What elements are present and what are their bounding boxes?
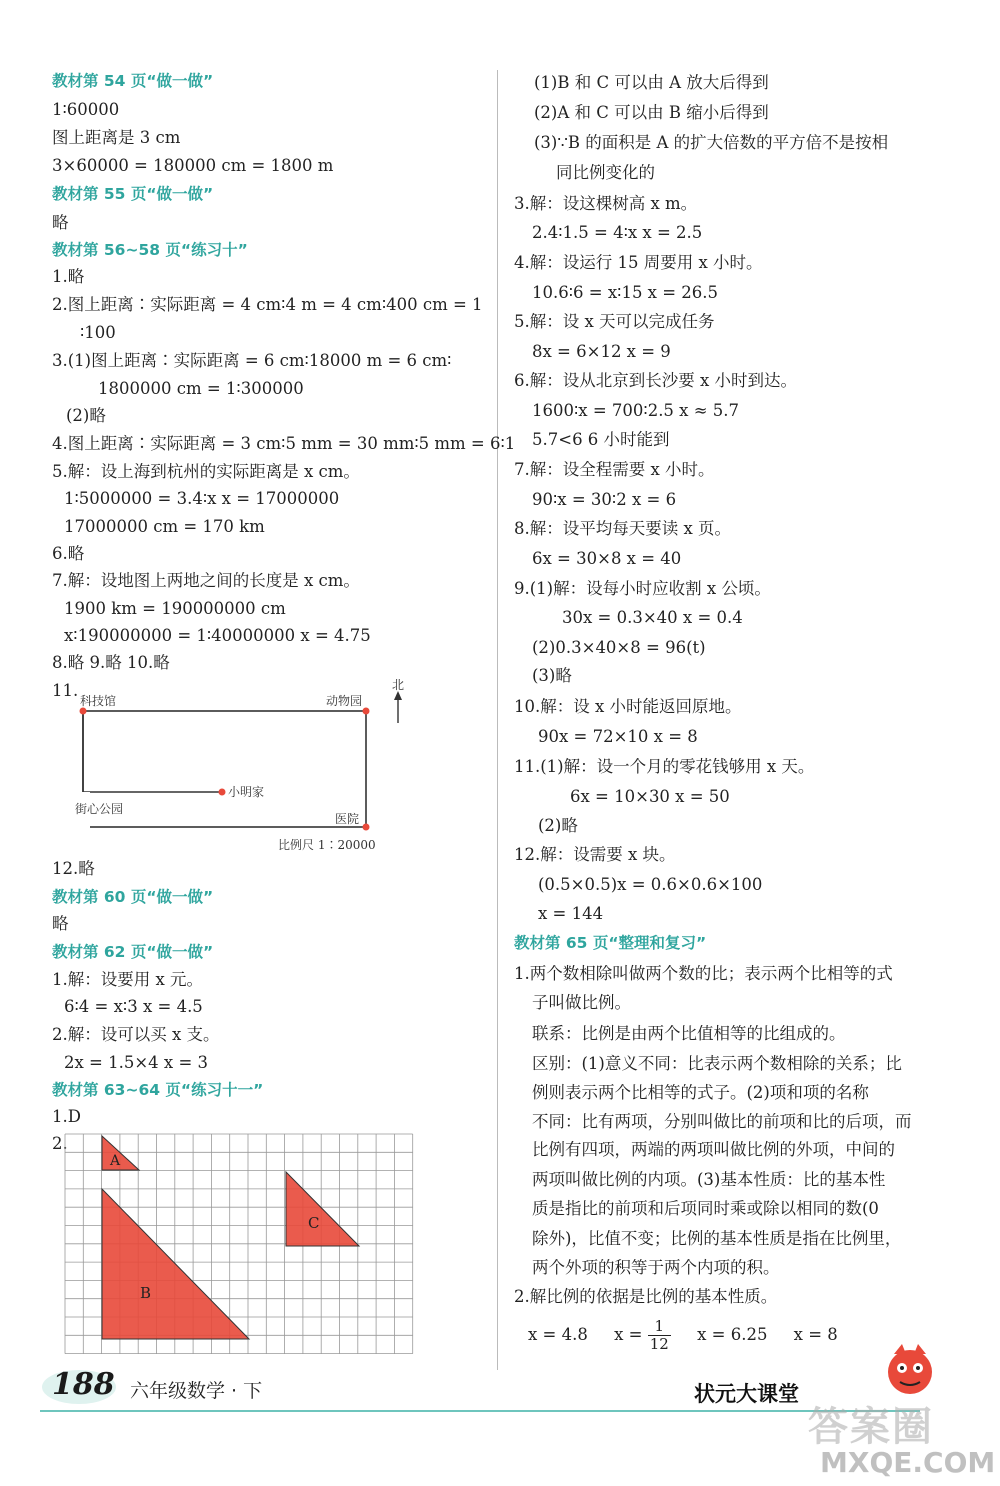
mascot-icon [880, 1340, 940, 1400]
zoo-dot [363, 708, 370, 715]
text-line: 11. [52, 681, 79, 700]
text-line: 3.解：设这棵树高 x m。 [514, 194, 698, 213]
text-line: 2.4∶1.5 = 4∶x x = 2.5 [532, 223, 703, 242]
text-line: 比例有四项，两端的两项叫做比例的外项，中间的 [532, 1140, 895, 1159]
park-label: 街心公园 [75, 802, 124, 816]
section-heading: 教材第 55 页“做一做” [52, 185, 214, 203]
text-line: 1∶5000000 = 3.4∶x x = 17000000 [64, 489, 340, 508]
text-line: 6.略 [52, 544, 85, 563]
scale-label: 比例尺 1∶20000 [278, 838, 376, 852]
zoo-label: 动物园 [326, 694, 363, 708]
fraction-denominator: 12 [649, 1335, 669, 1353]
text-line: 1900 km = 190000000 cm [64, 599, 286, 618]
text-line: (2)A 和 C 可以由 B 缩小后得到 [534, 103, 769, 122]
column-divider [497, 70, 498, 1370]
hospital-label: 医院 [335, 812, 360, 826]
text-line: 1.D [52, 1107, 81, 1126]
answer-2-fraction [648, 1318, 671, 1353]
section-heading: 教材第 56~58 页“练习十” [52, 241, 248, 259]
text-line: (1)B 和 C 可以由 A 放大后得到 [534, 73, 769, 92]
text-line: 1∶60000 [52, 100, 120, 119]
text-line: 9.(1)解：设每小时应收割 x 公顷。 [514, 579, 771, 598]
section-heading: 教材第 60 页“做一做” [52, 888, 214, 906]
text-line: 同比例变化的 [556, 163, 655, 182]
text-line: 两个外项的积等于两个内项的积。 [532, 1258, 780, 1277]
text-line: 10.6∶6 = x∶15 x = 26.5 [532, 283, 719, 302]
triangle-c-label: C [308, 1214, 320, 1232]
text-line: x = 144 [538, 904, 604, 923]
answer-1: x = 4.8 [528, 1325, 588, 1344]
text-line: (3)略 [532, 666, 572, 685]
text-line: 例则表示两个比相等的式子。(2)项和项的名称 [532, 1083, 869, 1102]
text-line: 8.略 9.略 10.略 [52, 653, 170, 672]
text-line: 90∶x = 30∶2 x = 6 [532, 490, 677, 509]
text-line: 1800000 cm = 1∶300000 [98, 379, 304, 398]
text-line: 6.解：设从北京到长沙要 x 小时到达。 [514, 371, 798, 390]
text-line: 8.解：设平均每天要读 x 页。 [514, 519, 732, 538]
map-figure [60, 675, 405, 855]
text-line: 17000000 cm = 170 km [64, 517, 265, 536]
text-line: 子叫做比例。 [532, 993, 631, 1012]
text-line: 区别：(1)意义不同：比表示两个数相除的关系；比 [532, 1054, 902, 1073]
text-line: x∶190000000 = 1∶40000000 x = 4.75 [64, 626, 371, 645]
text-line: 2x = 1.5×4 x = 3 [64, 1053, 209, 1072]
watermark-logo: 答案圈 [808, 1404, 934, 1450]
text-line: 11.(1)解：设一个月的零花钱够用 x 天。 [514, 757, 815, 776]
text-line: 4.解：设运行 15 周要用 x 小时。 [514, 253, 763, 272]
home-label: 小明家 [228, 785, 265, 799]
text-line: 2.图上距离∶实际距离 = 4 cm∶4 m = 4 cm∶400 cm = 1 [52, 295, 483, 314]
text-line: 不同：比有两项，分别叫做比的前项和比的后项，而 [532, 1112, 912, 1131]
text-line: 1.两个数相除叫做两个数的比；表示两个比相等的式 [514, 964, 893, 983]
text-line: 略 [52, 914, 69, 933]
text-line: 2. [52, 1134, 68, 1153]
science-museum-label: 科技馆 [80, 694, 117, 708]
text-line: (2)略 [538, 816, 578, 835]
text-line: 30x = 0.3×40 x = 0.4 [562, 608, 743, 627]
triangle-b [102, 1189, 249, 1339]
text-line: 12.略 [52, 859, 95, 878]
home-dot [219, 789, 226, 796]
fraction-numerator: 1 [648, 1318, 671, 1336]
text-line: 7.解：设地图上两地之间的长度是 x cm。 [52, 571, 360, 590]
book-title: 六年级数学 · 下 [130, 1380, 263, 1402]
text-line: 10.解：设 x 小时能返回原地。 [514, 697, 742, 716]
text-line: 1.略 [52, 267, 85, 286]
text-line: 4.图上距离∶实际距离 = 3 cm∶5 mm = 30 mm∶5 mm = 6∶1 [52, 434, 516, 453]
page-number: 188 [52, 1367, 115, 1402]
text-line: 2.解：设可以买 x 支。 [52, 1025, 220, 1044]
text-line: 8x = 6×12 x = 9 [532, 342, 671, 361]
footer-rule [40, 1410, 920, 1412]
text-line: 5.解：设 x 天可以完成任务 [514, 312, 715, 331]
answer-3: x = 6.25 [697, 1325, 768, 1344]
text-line: 联系：比例是由两个比值相等的比组成的。 [532, 1024, 846, 1043]
text-line: 1.解：设要用 x 元。 [52, 970, 204, 989]
section-heading: 教材第 65 页“整理和复习” [514, 934, 707, 952]
text-line: ∶100 [80, 323, 116, 342]
text-line: 5.7<6 6 小时能到 [532, 430, 670, 449]
text-line: 6∶4 = x∶3 x = 4.5 [64, 997, 203, 1016]
section-heading: 教材第 54 页“做一做” [52, 72, 214, 90]
text-line: 12.解：设需要 x 块。 [514, 845, 676, 864]
answer-4: x = 8 [793, 1325, 838, 1344]
text-line: 两项叫做比例的内项。(3)基本性质：比的基本性 [532, 1170, 886, 1189]
triangle-a [102, 1136, 139, 1170]
hospital-dot [363, 824, 370, 831]
text-line: 2.解比例的依据是比例的基本性质。 [514, 1287, 778, 1306]
text-line: (3)∵B 的面积是 A 的扩大倍数的平方倍不是按相 [534, 133, 889, 152]
watermark-url: MXQE.COM [820, 1446, 996, 1479]
text-line: (2)0.3×40×8 = 96(t) [532, 638, 706, 657]
text-line: 3.(1)图上距离∶实际距离 = 6 cm∶18000 m = 6 cm∶ [52, 351, 452, 370]
triangle-a-label: A [110, 1153, 121, 1169]
text-line: (0.5×0.5)x = 0.6×0.6×100 [538, 875, 763, 894]
text-line: 5.解：设上海到杭州的实际距离是 x cm。 [52, 462, 360, 481]
section-heading: 教材第 62 页“做一做” [52, 943, 214, 961]
text-line: 除外)，比值不变；比例的基本性质是指在比例里， [532, 1229, 902, 1248]
brand-name: 状元大课堂 [694, 1382, 799, 1406]
text-line: 略 [52, 213, 69, 232]
text-line: 图上距离是 3 cm [52, 128, 181, 147]
text-line: (2)略 [66, 406, 106, 425]
section-heading: 教材第 63~64 页“练习十一” [52, 1081, 264, 1099]
text-line: 7.解：设全程需要 x 小时。 [514, 460, 715, 479]
grid-figure [64, 1132, 420, 1364]
triangle-b-label: B [140, 1284, 152, 1302]
text-line: 3×60000 = 180000 cm = 1800 m [52, 156, 334, 175]
triangle-c [286, 1172, 359, 1246]
text-line: 质是指比的前项和后项同时乘或除以相同的数(0 [532, 1199, 879, 1218]
text-line: 1600∶x = 700∶2.5 x ≈ 5.7 [532, 401, 740, 420]
science-museum-dot [80, 708, 87, 715]
answer-2-prefix: x = [614, 1325, 643, 1344]
final-answers [528, 1318, 838, 1353]
text-line: 90x = 72×10 x = 8 [538, 727, 698, 746]
text-line: 6x = 30×8 x = 40 [532, 549, 682, 568]
north-label: 北 [392, 678, 405, 692]
text-line: 6x = 10×30 x = 50 [570, 787, 730, 806]
